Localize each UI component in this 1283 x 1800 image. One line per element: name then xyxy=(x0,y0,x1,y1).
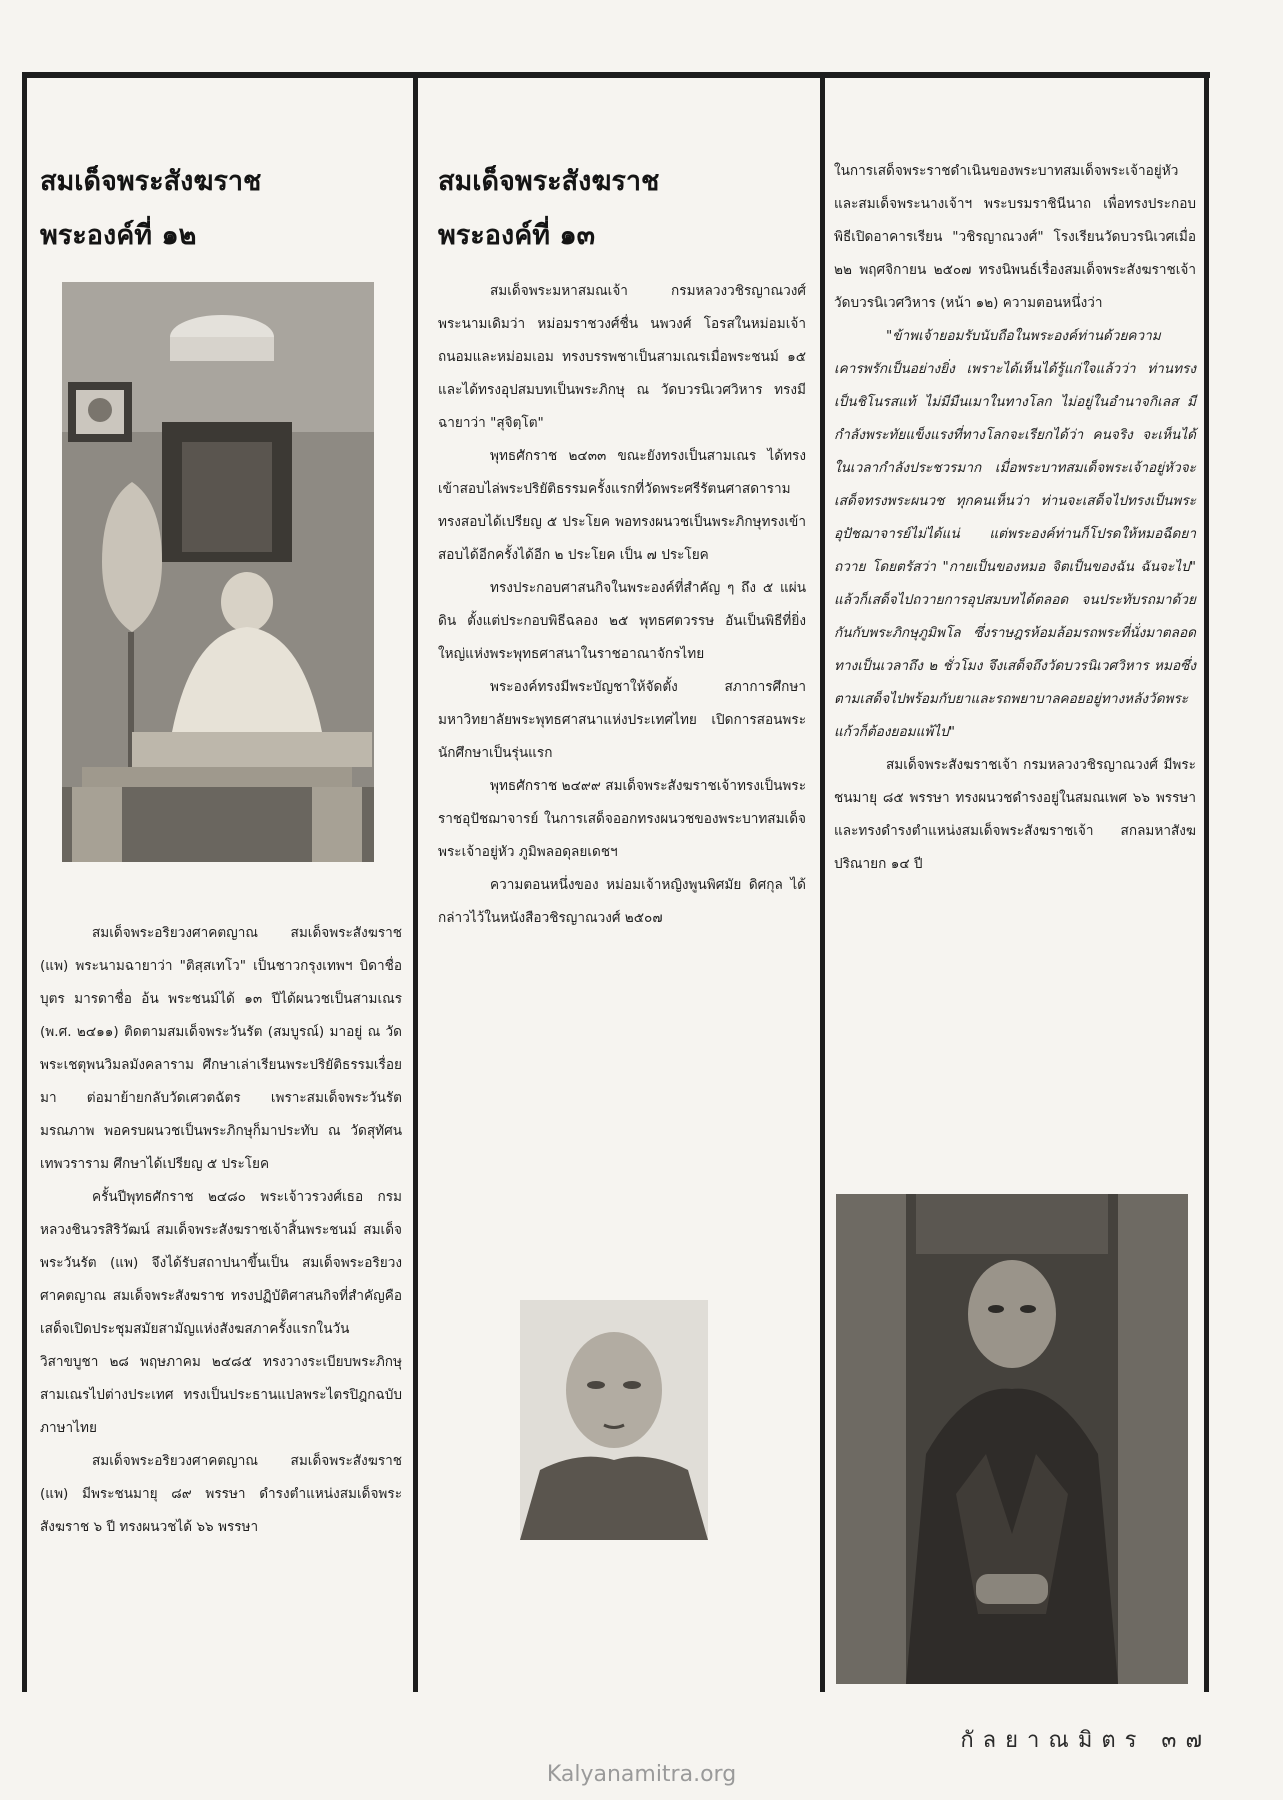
seated-monk-shrine-image xyxy=(62,282,374,862)
paragraph: สมเด็จพระอริยวงศาคตญาณ สมเด็จพระสังฆราช (แพ) มีพระชนมายุ ๘๙ พรรษา ดำรงตำแหน่งสมเด็จพระสังฆราช ๖ ปี ทรงผนวชได้ ๖๖ พรรษา xyxy=(40,1453,402,1535)
site-watermark: Kalyanamitra.org xyxy=(546,1762,737,1787)
seated-monk-carved-throne-image xyxy=(836,1194,1188,1684)
portrait-photo-patriarch-12 xyxy=(62,282,374,862)
paragraph: พุทธศักราช ๒๔๓๓ ขณะยังทรงเป็นสามเณร ได้ทรงเข้าสอบไล่พระปริยัติธรรมครั้งแรกที่วัดพระศรีรัตนศาสดาราม ทรงสอบได้เปรียญ ๕ ประโยค พอทรงผนวชเป็นพระภิกษุทรงเข้าสอบได้อีกครั้งได้อีก ๒ ประโยค เป็น ๗ ประโยค xyxy=(438,448,806,563)
heading-line-2: พระองค์ที่ ๑๓ xyxy=(438,220,596,251)
paragraph: พุทธศักราช ๒๔๙๙ สมเด็จพระสังฆราชเจ้าทรงเป็นพระราชอุปัชฌาจารย์ ในการเสด็จออกทรงผนวชของพระบาทสมเด็จพระเจ้าอยู่หัว ภูมิพลอดุลยเดชฯ xyxy=(438,778,806,860)
elderly-monk-headshot-image xyxy=(520,1300,708,1540)
column-supreme-patriarch-13 xyxy=(438,155,806,935)
royal-quote: "ข้าพเจ้ายอมรับนับถือในพระองค์ท่านด้วยความเคารพรักเป็นอย่างยิ่ง เพราะได้เห็นได้รู้แก่ใจแล้วว่า ท่านทรงเป็นชิโนรสแท้ ไม่มีมืนเมาในทางโลก ไม่อยู่ในอำนาจกิเลส มีกำลังพระทัยแข็งแรงที่ทางโลกจะเรียกได้ว่า คนจริง จะเห็นได้ในเวลากำลังประชวรมาก เมื่อพระบาทสมเด็จพระเจ้าอยู่หัวจะเสด็จทรงพระผนวช ทุกคนเห็นว่า ท่านจะเสด็จไปทรงเป็นพระอุปัชฌาจารย์ไม่ได้แน่ แต่พระองค์ท่านก็โปรดให้หมอฉีดยาถวาย โดยตรัสว่า "กายเป็นของหมอ จิตเป็นของฉัน ฉันจะไป" แล้วก็เสด็จไปถวายการอุปสมบทได้ตลอด จนประทับรถมาด้วยกันกับพระภิกษุภูมิพโล ซึ่งราษฎรห้อมล้อมรถพระที่นั่งมาตลอดทางเป็นเวลาถึง ๒ ชั่วโมง จึงเสด็จถึงวัดบวรนิเวศวิหาร หมอซึ่งตามเสด็จไปพร้อมกับยาและรถพยาบาลคอยอยู่ทางหลังวัดพระแก้วก็ต้องยอมแพ้ไป" xyxy=(834,328,1196,740)
paragraph: ทรงประกอบศาสนกิจในพระองค์ที่สำคัญ ๆ ถึง ๕ แผ่นดิน ตั้งแต่ประกอบพิธีฉลอง ๒๕ พุทธศตวรรษ อันเป็นพิธีที่ยิ่งใหญ่แห่งพระพุทธศาสนาในราชอาณาจักรไทย xyxy=(438,580,806,662)
paragraph: ในการเสด็จพระราชดำเนินของพระบาทสมเด็จพระเจ้าอยู่หัว และสมเด็จพระนางเจ้าฯ พระบรมราชินีนาถ เพื่อทรงประกอบพิธีเปิดอาคารเรียน "วชิรญาณวงศ์" โรงเรียนวัดบวรนิเวศเมื่อ ๒๒ พฤศจิกายน ๒๕๐๗ ทรงนิพนธ์เรื่องสมเด็จพระสังฆราชเจ้า วัดบวรนิเวศวิหาร (หน้า ๑๒) ความตอนหนึ่งว่า xyxy=(834,163,1196,311)
paragraph: ความตอนหนึ่งของ หม่อมเจ้าหญิงพูนพิศมัย ดิศกุล ได้กล่าวไว้ในหนังสือวชิรญาณวงศ์ ๒๕๐๗ xyxy=(438,877,806,926)
heading-line-1: สมเด็จพระสังฆราช xyxy=(40,166,262,197)
heading-line-2: พระองค์ที่ ๑๒ xyxy=(40,220,197,251)
section-heading-13 xyxy=(438,155,806,263)
portrait-photo-patriarch-13 xyxy=(520,1300,708,1540)
seated-photo-patriarch-13 xyxy=(836,1194,1188,1684)
paragraph: สมเด็จพระมหาสมณเจ้า กรมหลวงวชิรญาณวงศ์ พระนามเดิมว่า หม่อมราชวงศ์ชื่น นพวงศ์ โอรสในหม่อมเจ้าถนอมและหม่อมเอม ทรงบรรพชาเป็นสามเณรเมื่อพระชนม์ ๑๕ และได้ทรงอุปสมบทเป็นพระภิกษุ ณ วัดบวรนิเวศวิหาร ทรงมีฉายาว่า "สุจิตฺโต" xyxy=(438,283,806,431)
left-rule xyxy=(22,72,27,1692)
right-rule xyxy=(1204,72,1209,1692)
section-heading-12 xyxy=(40,155,402,263)
paragraph: สมเด็จพระอริยวงศาคตญาณ สมเด็จพระสังฆราช (แพ) พระนามฉายาว่า "ติสฺสเทโว" เป็นชาวกรุงเทพฯ บิดาชื่อ บุตร มารดาชื่อ อ้น พระชนม์ได้ ๑๓ ปีได้ผนวชเป็นสามเณร (พ.ศ. ๒๔๑๑) ติดตามสมเด็จพระวันรัต (สมบูรณ์) มาอยู่ ณ วัดพระเชตุพนวิมลมังคลาราม ศึกษาเล่าเรียนพระปริยัติธรรมเรื่อยมา ต่อมาย้ายกลับวัดเศวตฉัตร เพราะสมเด็จพระวันรัตมรณภาพ พอครบผนวชเป็นพระภิกษุก็มาประทับ ณ วัดสุทัศนเทพวราราม ศึกษาได้เปรียญ ๕ ประโยค xyxy=(40,925,402,1172)
closing-paragraph: สมเด็จพระสังฆราชเจ้า กรมหลวงวชิรญาณวงศ์ มีพระชนมายุ ๘๕ พรรษา ทรงผนวชดำรงอยู่ในสมณเพศ ๖๖ พรรษา และทรงดำรงตำแหน่งสมเด็จพระสังฆราชเจ้า สกลมหาสังฆปริณายก ๑๔ ปี xyxy=(834,757,1196,872)
column-continued-text xyxy=(834,155,1196,881)
heading-line-1: สมเด็จพระสังฆราช xyxy=(438,166,660,197)
paragraph: พระองค์ทรงมีพระบัญชาให้จัดตั้ง สภาการศึกษามหาวิทยาลัยพระพุทธศาสนาแห่งประเทศไทย เปิดการสอนพระนักศึกษาเป็นรุ่นแรก xyxy=(438,679,806,761)
paragraph: ครั้นปีพุทธศักราช ๒๔๘๐ พระเจ้าวรวงศ์เธอ กรมหลวงชินวรสิริวัฒน์ สมเด็จพระสังฆราชเจ้าสิ้นพระชนม์ สมเด็จพระวันรัต (แพ) จึงได้รับสถาปนาขึ้นเป็น สมเด็จพระอริยวงศาคตญาณ สมเด็จพระสังฆราช ทรงปฏิบัติศาสนกิจที่สำคัญคือ เสด็จเปิดประชุมสมัยสามัญแห่งสังฆสภาครั้งแรกในวันวิสาขบูชา ๒๘ พฤษภาคม ๒๔๘๕ ทรงวางระเบียบพระภิกษุสามเณรไปต่างประเทศ ทรงเป็นประธานแปลพระไตรปิฎกฉบับภาษาไทย xyxy=(40,1189,402,1436)
magazine-page-footer: กัลยาณมิตร ๓๗ xyxy=(960,1728,1211,1753)
